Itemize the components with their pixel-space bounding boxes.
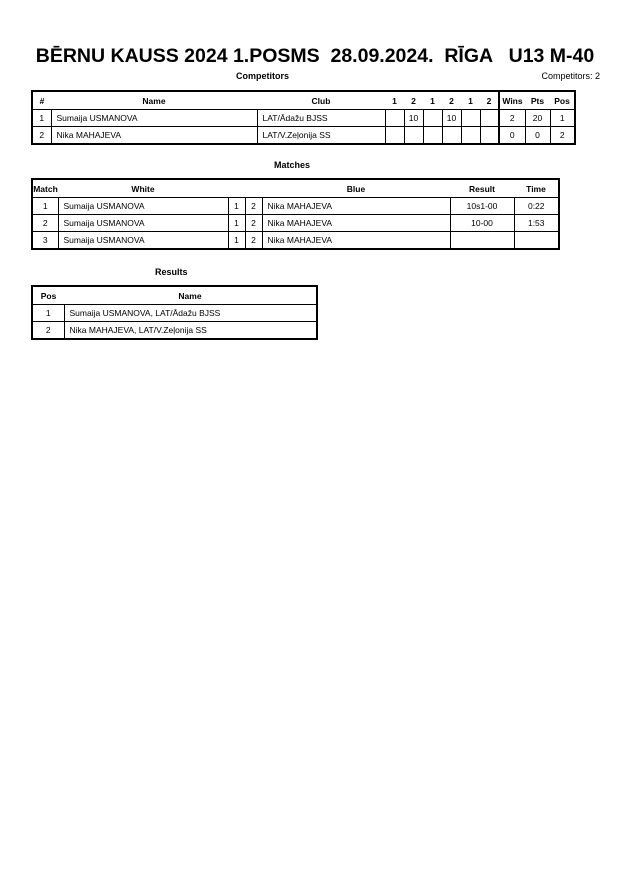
- matches-section-title: Matches: [274, 160, 311, 170]
- table-row: [32, 215, 559, 232]
- cell-match: 3: [32, 232, 58, 250]
- matches-table: [31, 178, 560, 250]
- cell-r1: [385, 127, 404, 145]
- col-r3: 1: [423, 91, 442, 110]
- col-club: Club: [257, 91, 385, 110]
- table-row: [32, 322, 317, 340]
- cell-r4: 10: [442, 110, 461, 127]
- competitors-count: Competitors: 2: [541, 71, 600, 81]
- col-pos: Pos: [32, 286, 64, 305]
- cell-pos: 2: [550, 127, 575, 145]
- cell-club: LAT/Ādažu BJSS: [257, 110, 385, 127]
- col-wins: Wins: [499, 91, 525, 110]
- col-num: #: [32, 91, 51, 110]
- col-pts: Pts: [525, 91, 550, 110]
- results-table: [31, 285, 318, 340]
- cell-name: Sumaija USMANOVA: [51, 110, 257, 127]
- cell-num: 1: [32, 110, 51, 127]
- cell-w: 1: [228, 198, 245, 215]
- cell-time: 0:22: [514, 198, 559, 215]
- cell-white: Sumaija USMANOVA: [58, 232, 228, 250]
- results-section-title: Results: [155, 267, 188, 277]
- col-name: Name: [51, 91, 257, 110]
- cell-w: 1: [228, 232, 245, 250]
- cell-pts: 0: [525, 127, 550, 145]
- competitors-section-title: Competitors: [236, 71, 290, 81]
- cell-match: 1: [32, 198, 58, 215]
- col-r1: 1: [385, 91, 404, 110]
- table-row: [32, 305, 317, 322]
- cell-r2: 10: [404, 110, 423, 127]
- col-match: Match: [32, 179, 58, 198]
- col-blue: Blue: [262, 179, 450, 198]
- cell-white: Sumaija USMANOVA: [58, 198, 228, 215]
- col-white-score: [228, 179, 245, 198]
- cell-r6: [480, 127, 499, 145]
- col-name: Name: [64, 286, 317, 305]
- cell-r2: [404, 127, 423, 145]
- cell-r3: [423, 127, 442, 145]
- competitors-table: [31, 90, 576, 145]
- cell-r1: [385, 110, 404, 127]
- col-time: Time: [514, 179, 559, 198]
- cell-name: Sumaija USMANOVA, LAT/Ādažu BJSS: [64, 305, 317, 322]
- col-r2: 2: [404, 91, 423, 110]
- cell-r6: [480, 110, 499, 127]
- cell-club: LAT/V.Zeļonija SS: [257, 127, 385, 145]
- table-row: [32, 198, 559, 215]
- cell-result: 10s1-00: [450, 198, 514, 215]
- cell-r3: [423, 110, 442, 127]
- table-row: [32, 232, 559, 250]
- cell-r5: [461, 110, 480, 127]
- col-r5: 1: [461, 91, 480, 110]
- cell-b: 2: [245, 232, 262, 250]
- cell-result: 10-00: [450, 215, 514, 232]
- col-r6: 2: [480, 91, 499, 110]
- col-r4: 2: [442, 91, 461, 110]
- cell-blue: Nika MAHAJEVA: [262, 198, 450, 215]
- cell-pts: 20: [525, 110, 550, 127]
- cell-time: 1:53: [514, 215, 559, 232]
- competitors-header-row: [32, 91, 575, 110]
- col-pos: Pos: [550, 91, 575, 110]
- cell-name: Nika MAHAJEVA: [51, 127, 257, 145]
- cell-r5: [461, 127, 480, 145]
- cell-b: 2: [245, 215, 262, 232]
- cell-blue: Nika MAHAJEVA: [262, 215, 450, 232]
- cell-result: [450, 232, 514, 250]
- cell-pos: 2: [32, 322, 64, 340]
- table-row: [32, 127, 575, 145]
- results-header-row: [32, 286, 317, 305]
- cell-wins: 0: [499, 127, 525, 145]
- cell-wins: 2: [499, 110, 525, 127]
- cell-white: Sumaija USMANOVA: [58, 215, 228, 232]
- table-row: [32, 110, 575, 127]
- cell-num: 2: [32, 127, 51, 145]
- matches-header-row: [32, 179, 559, 198]
- cell-b: 2: [245, 198, 262, 215]
- cell-match: 2: [32, 215, 58, 232]
- col-blue-score: [245, 179, 262, 198]
- cell-pos: 1: [550, 110, 575, 127]
- cell-pos: 1: [32, 305, 64, 322]
- col-result: Result: [450, 179, 514, 198]
- page-title: BĒRNU KAUSS 2024 1.POSMS 28.09.2024. RĪGA U13 M-40: [35, 45, 595, 67]
- cell-r4: [442, 127, 461, 145]
- cell-name: Nika MAHAJEVA, LAT/V.Zeļonija SS: [64, 322, 317, 340]
- cell-w: 1: [228, 215, 245, 232]
- col-white: White: [58, 179, 228, 198]
- cell-time: [514, 232, 559, 250]
- cell-blue: Nika MAHAJEVA: [262, 232, 450, 250]
